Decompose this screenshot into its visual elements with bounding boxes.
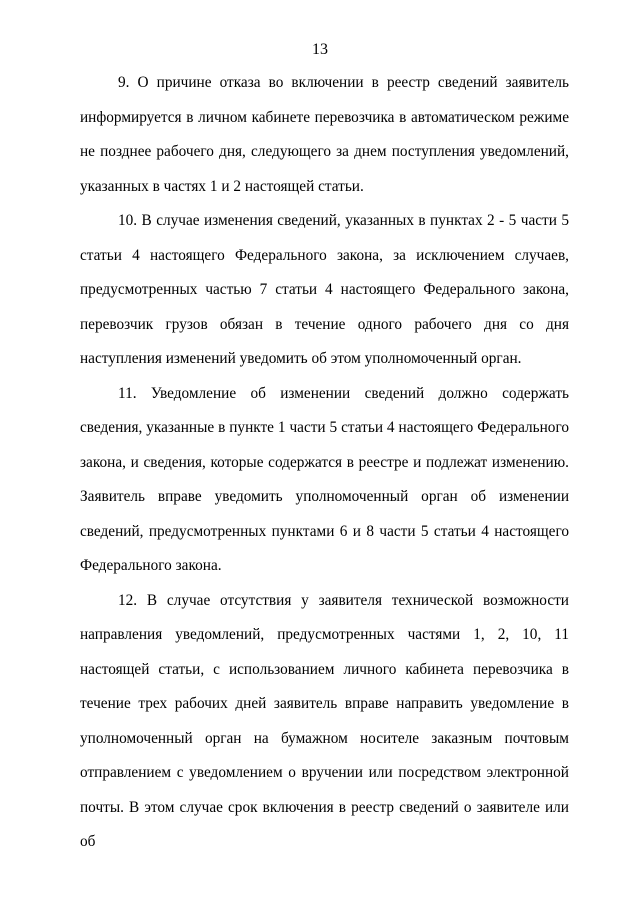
paragraph-12: 12. В случае отсутствия у заявителя технической возможности направления уведомлений, предусмотренных частями 1, 2, 10, 11 настоящей статьи, с использованием личного кабинета перевозчика в течение трех рабочих дней заявитель вправе направить уведомление в уполномоченный орган на бумажном носителе заказным почтовым отправлением с уведомлением о вручении или посредством электронной почты. В этом случае срок включения в реестр сведений о заявителе или об xyxy=(80,591,569,850)
page-number: 13 xyxy=(312,41,328,58)
paragraph-10: 10. В случае изменения сведений, указанных в пунктах 2 - 5 части 5 статьи 4 настоящего Федерального закона, за исключением случаев, предусмотренных частью 7 статьи 4 настоящего Федерального закона, перевозчик грузов обязан в течение одного рабочего дня со дня наступления изменений уведомить об этом уполномоченный орган. xyxy=(80,212,569,367)
paragraph-11: 11. Уведомление об изменении сведений должно содержать сведения, указанные в пункте 1 части 5 статьи 4 настоящего Федерального закона, и сведения, которые содержатся в реестре и подлежат изменению. Заявитель вправе уведомить уполномоченный орган об изменении сведений, предусмотренных пунктами 6 и 8 части 5 статьи 4 настоящего Федерального закона. xyxy=(80,384,569,574)
paragraph-9: 9. О причине отказа во включении в реестр сведений заявитель информируется в личном кабинете перевозчика в автоматическом режиме не позднее рабочего дня, следующего за днем поступления уведомлений, указанных в частях 1 и 2 настоящей статьи. xyxy=(80,74,569,195)
document-body xyxy=(80,66,569,860)
